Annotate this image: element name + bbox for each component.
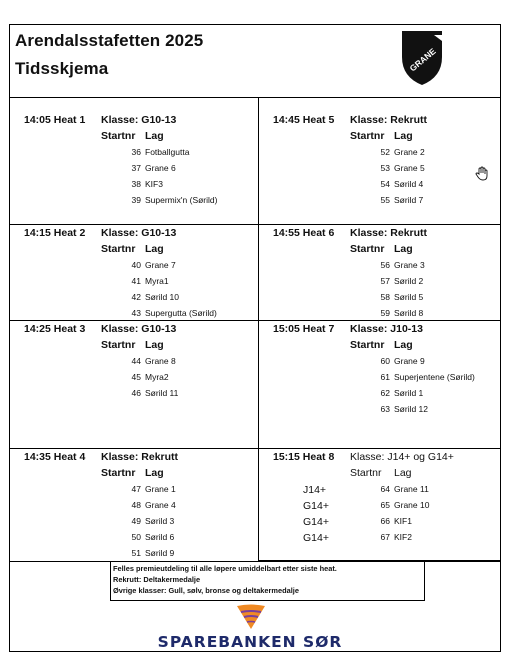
team-name: Grane 9	[394, 356, 425, 366]
start-number: 59	[380, 308, 390, 318]
team-class: J14+	[303, 484, 327, 496]
start-number: 47	[131, 484, 141, 494]
heat-cell	[259, 321, 500, 449]
team-name: Grane 1	[145, 484, 176, 494]
team-name: Grane 5	[394, 163, 425, 173]
start-number: 49	[131, 516, 141, 526]
header	[10, 25, 500, 98]
start-number: 64	[380, 484, 390, 494]
team-row	[350, 532, 495, 548]
team-row	[350, 147, 495, 163]
start-number: 45	[131, 372, 141, 382]
team-row	[350, 372, 495, 388]
heat-grid	[10, 97, 500, 561]
team-row	[350, 356, 495, 372]
lag-label: Lag	[394, 130, 413, 142]
heat-class: Klasse: G10-13	[101, 114, 177, 126]
startnr-label: Startnr	[350, 243, 385, 255]
sponsor-name: SPAREBANKEN SØR	[157, 633, 343, 651]
heat-time: 14:25 Heat 3	[24, 323, 86, 335]
startnr-label: Startnr	[101, 467, 136, 479]
start-number: 43	[131, 308, 141, 318]
start-number: 53	[380, 163, 390, 173]
team-name: Myra1	[145, 276, 169, 286]
team-row	[101, 500, 251, 516]
start-number: 66	[380, 516, 390, 526]
event-title: Arendalsstafetten 2025	[15, 31, 204, 50]
heat-class: Klasse: J10-13	[350, 323, 423, 335]
start-number: 48	[131, 500, 141, 510]
heat-class: Klasse: G10-13	[101, 323, 177, 335]
lag-label: Lag	[394, 467, 412, 479]
start-number: 56	[380, 260, 390, 270]
lag-label: Lag	[394, 243, 413, 255]
team-row	[350, 484, 495, 500]
team-row	[101, 356, 251, 372]
heat-class: Klasse: J14+ og G14+	[350, 451, 454, 463]
schedule-sheet	[9, 24, 501, 652]
team-row	[101, 260, 251, 276]
team-name: Sørild 3	[145, 516, 175, 526]
team-row	[101, 516, 251, 532]
team-name: Sørild 9	[145, 548, 175, 558]
team-name: Myra2	[145, 372, 169, 382]
heat-class: Klasse: Rekrutt	[350, 227, 428, 239]
start-number: 50	[131, 532, 141, 542]
start-number: 54	[380, 179, 390, 189]
start-number: 41	[131, 276, 141, 286]
heat-time: 14:35 Heat 4	[24, 451, 86, 463]
team-row	[101, 276, 251, 292]
team-name: Grane 11	[394, 484, 429, 494]
team-name: Supergutta (Sørild)	[145, 308, 217, 318]
start-number: 40	[131, 260, 141, 270]
start-number: 52	[380, 147, 390, 157]
team-name: KIF3	[145, 179, 163, 189]
startnr-label: Startnr	[101, 130, 136, 142]
start-number: 61	[380, 372, 390, 382]
team-row	[101, 195, 251, 211]
startnr-label: Startnr	[101, 243, 136, 255]
team-name: Grane 10	[394, 500, 430, 510]
team-list	[350, 356, 495, 420]
team-row	[350, 276, 495, 292]
team-list	[350, 260, 495, 324]
page-subtitle: Tidsskjema	[15, 59, 109, 78]
team-class: G14+	[303, 516, 329, 528]
team-row	[101, 163, 251, 179]
lag-label: Lag	[145, 130, 164, 142]
team-name: Sørild 7	[394, 195, 424, 205]
team-row	[350, 516, 495, 532]
team-name: Grane 4	[145, 500, 176, 510]
startnr-label: Startnr	[350, 467, 382, 479]
heat-class: Klasse: G10-13	[101, 227, 177, 239]
team-row	[101, 388, 251, 404]
heat-cell	[259, 97, 500, 225]
start-number: 39	[131, 195, 141, 205]
team-list	[101, 147, 251, 211]
team-row	[350, 292, 495, 308]
start-number: 36	[131, 147, 141, 157]
team-row	[350, 260, 495, 276]
team-name: Grane 2	[394, 147, 425, 157]
team-name: KIF1	[394, 516, 412, 526]
start-number: 42	[131, 292, 141, 302]
startnr-label: Startnr	[350, 339, 385, 351]
hand-cursor-icon	[474, 165, 492, 183]
heat-time: 15:15 Heat 8	[273, 451, 335, 463]
heat-class: Klasse: Rekrutt	[350, 114, 428, 126]
team-class: G14+	[303, 500, 329, 512]
sponsor-logo	[150, 603, 350, 649]
start-number: 60	[380, 356, 390, 366]
team-name: Sørild 10	[145, 292, 180, 302]
start-number: 51	[131, 548, 141, 558]
heat-cell	[259, 449, 500, 561]
sponsor-mark-icon	[235, 603, 267, 631]
lag-label: Lag	[145, 339, 164, 351]
start-number: 46	[131, 388, 141, 398]
heat-cell	[10, 225, 259, 321]
heat-time: 14:45 Heat 5	[273, 114, 335, 126]
team-name: Superjentene (Sørild)	[394, 372, 475, 382]
heat-cell	[10, 321, 259, 449]
start-number: 67	[380, 532, 390, 542]
team-name: Sørild 6	[145, 532, 175, 542]
team-name: Grane 7	[145, 260, 176, 270]
team-name: Sørild 8	[394, 308, 424, 318]
heat-time: 14:15 Heat 2	[24, 227, 86, 239]
grane-logo	[398, 27, 446, 87]
team-list	[350, 484, 495, 548]
heat-cell	[259, 225, 500, 321]
team-name: Sørild 12	[394, 404, 429, 414]
team-name: Supermix'n (Sørild)	[145, 195, 218, 205]
team-name: Sørild 2	[394, 276, 424, 286]
start-number: 38	[131, 179, 141, 189]
team-row	[101, 179, 251, 195]
team-name: Sørild 11	[145, 388, 179, 398]
heat-time: 15:05 Heat 7	[273, 323, 335, 335]
team-row	[350, 388, 495, 404]
start-number: 58	[380, 292, 390, 302]
team-row	[350, 195, 495, 211]
team-row	[350, 404, 495, 420]
team-name: Sørild 1	[394, 388, 424, 398]
startnr-label: Startnr	[101, 339, 136, 351]
start-number: 55	[380, 195, 390, 205]
start-number: 63	[380, 404, 390, 414]
team-name: Sørild 5	[394, 292, 424, 302]
team-row	[101, 372, 251, 388]
lag-label: Lag	[145, 243, 164, 255]
lag-label: Lag	[145, 467, 164, 479]
team-name: KIF2	[394, 532, 412, 542]
logo-text: GRANE	[407, 46, 438, 74]
team-name: Grane 3	[394, 260, 425, 270]
team-list	[101, 484, 251, 564]
heat-cell	[10, 97, 259, 225]
startnr-label: Startnr	[350, 130, 385, 142]
notice-line: Felles premieutdeling til alle løpere umiddelbart etter siste heat.	[113, 564, 337, 573]
team-row	[101, 532, 251, 548]
team-name: Sørild 4	[394, 179, 424, 189]
prize-notice	[110, 561, 425, 601]
heat-time: 14:05 Heat 1	[24, 114, 86, 126]
start-number: 44	[131, 356, 141, 366]
team-class-list	[303, 482, 329, 546]
team-row	[101, 147, 251, 163]
notice-line: Øvrige klasser: Gull, sølv, bronse og deltakermedalje	[113, 586, 299, 595]
team-list	[101, 356, 251, 404]
lag-label: Lag	[394, 339, 413, 351]
team-row	[101, 484, 251, 500]
team-class: G14+	[303, 532, 329, 544]
start-number: 62	[380, 388, 390, 398]
team-name: Grane 6	[145, 163, 176, 173]
start-number: 57	[380, 276, 390, 286]
team-list	[101, 260, 251, 324]
notice-line: Rekrutt: Deltakermedalje	[113, 575, 201, 584]
team-name: Fotballgutta	[145, 147, 190, 157]
heat-cell	[10, 449, 259, 561]
start-number: 65	[380, 500, 390, 510]
start-number: 37	[131, 163, 141, 173]
heat-class: Klasse: Rekrutt	[101, 451, 179, 463]
team-name: Grane 8	[145, 356, 176, 366]
heat-time: 14:55 Heat 6	[273, 227, 335, 239]
team-row	[350, 500, 495, 516]
team-row	[101, 292, 251, 308]
